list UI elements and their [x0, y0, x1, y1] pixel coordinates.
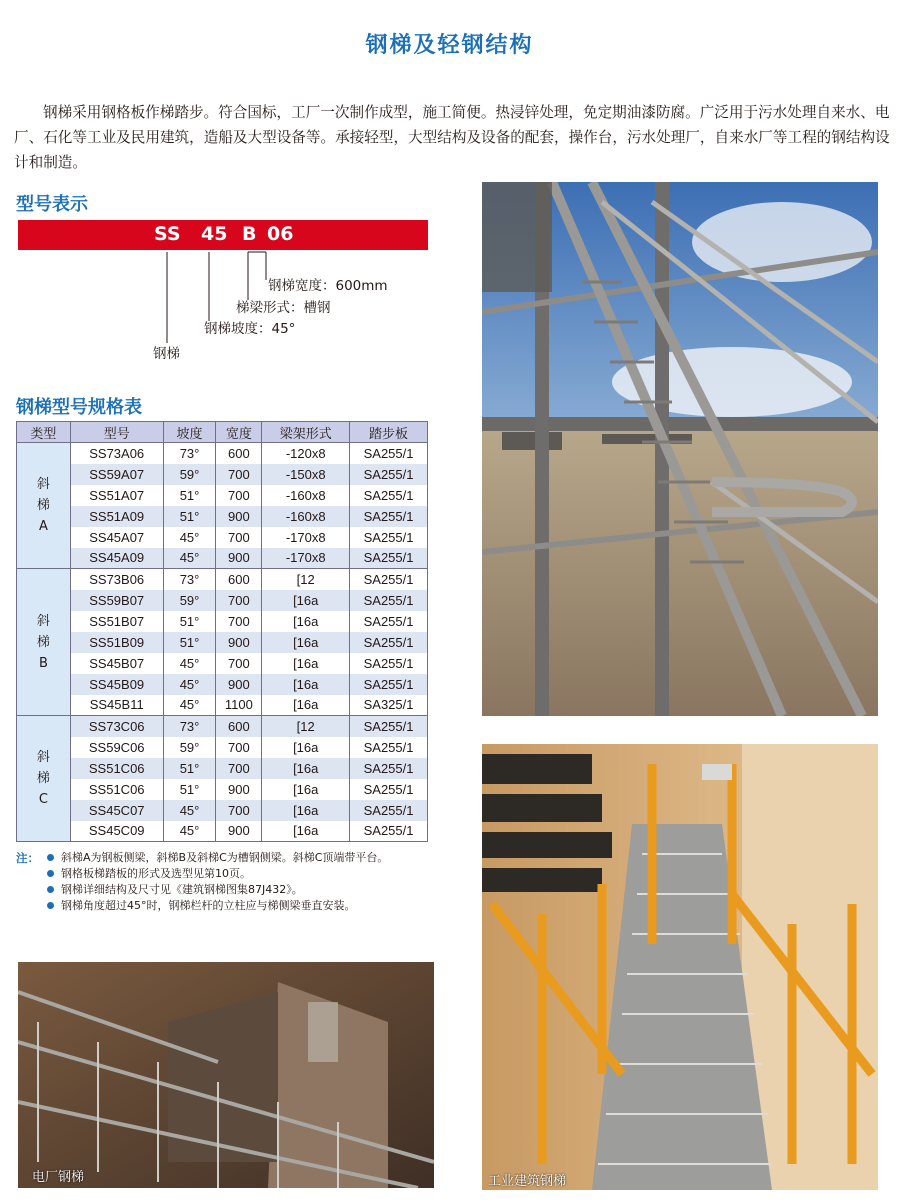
table-cell: [16a	[262, 800, 350, 821]
spec-table-header-row	[17, 422, 428, 443]
table-row	[17, 779, 428, 800]
table-cell: SA325/1	[350, 695, 428, 716]
code-label-slope: 钢梯坡度：45°	[204, 321, 296, 337]
table-cell: 900	[216, 506, 262, 527]
table-cell: 600	[216, 443, 262, 464]
type-char: 梯	[36, 634, 50, 650]
table-cell: SA255/1	[350, 548, 428, 569]
table-cell: 51°	[163, 779, 216, 800]
table-cell: 700	[216, 485, 262, 506]
table-cell: SA255/1	[350, 821, 428, 842]
table-cell: 45°	[163, 527, 216, 548]
code-label-width: 钢梯宽度：600mm	[268, 278, 388, 294]
table-cell: SA255/1	[350, 716, 428, 737]
bullet-icon	[47, 870, 54, 877]
type-cell	[17, 716, 71, 842]
table-cell: 700	[216, 800, 262, 821]
note-item: 钢格板梯踏板的形式及选型见第10页。	[47, 866, 446, 882]
table-cell: 51°	[163, 758, 216, 779]
type-char: B	[38, 655, 48, 671]
table-cell: 73°	[163, 569, 216, 590]
table-cell: SA255/1	[350, 611, 428, 632]
table-cell: 45°	[163, 800, 216, 821]
industrial-building-stair-photo	[482, 744, 878, 1190]
table-cell: SA255/1	[350, 779, 428, 800]
table-cell: SS45B07	[70, 653, 163, 674]
table-cell: SA255/1	[350, 632, 428, 653]
table-cell: SA255/1	[350, 443, 428, 464]
table-cell: SS51A07	[70, 485, 163, 506]
table-cell: SS73C06	[70, 716, 163, 737]
table-row	[17, 569, 428, 590]
type-char: 梯	[36, 498, 50, 513]
table-cell: 900	[216, 632, 262, 653]
table-cell: 45°	[163, 548, 216, 569]
table-row	[17, 548, 428, 569]
header-model: 型号	[70, 422, 163, 443]
table-row	[17, 800, 428, 821]
table-cell: 700	[216, 590, 262, 611]
table-cell: 45°	[163, 695, 216, 716]
bullet-icon	[47, 902, 54, 909]
table-cell: 59°	[163, 464, 216, 485]
table-cell: 59°	[163, 590, 216, 611]
table-cell: -120x8	[262, 443, 350, 464]
table-cell: SS59B07	[70, 590, 163, 611]
table-row	[17, 506, 428, 527]
type-char: 梯	[36, 771, 50, 786]
code-part-slope: 45	[201, 223, 228, 245]
header-width: 宽度	[216, 422, 262, 443]
table-cell: 900	[216, 821, 262, 842]
note-item: 斜梯A为钢板侧梁，斜梯B及斜梯C为槽钢侧梁。斜梯C顶端带平台。	[47, 850, 446, 866]
model-code-heading: 型号表示	[16, 194, 88, 215]
type-char: C	[38, 792, 48, 807]
table-cell: SS73A06	[70, 443, 163, 464]
bullet-icon	[47, 886, 54, 893]
table-cell: -160x8	[262, 485, 350, 506]
table-cell: 45°	[163, 653, 216, 674]
table-cell: SS45C07	[70, 800, 163, 821]
notes-label: 注：	[16, 851, 39, 865]
table-cell: [16a	[262, 653, 350, 674]
table-cell: -170x8	[262, 548, 350, 569]
table-cell: [16a	[262, 758, 350, 779]
table-cell: -160x8	[262, 506, 350, 527]
table-cell: SS45A09	[70, 548, 163, 569]
table-cell: 700	[216, 527, 262, 548]
header-tread: 踏步板	[350, 422, 428, 443]
table-cell: 600	[216, 569, 262, 590]
table-cell: [16a	[262, 674, 350, 695]
table-cell: SA255/1	[350, 800, 428, 821]
table-cell: SA255/1	[350, 569, 428, 590]
table-cell: 900	[216, 779, 262, 800]
spec-table-heading: 钢梯型号规格表	[16, 397, 142, 418]
table-cell: 73°	[163, 716, 216, 737]
table-cell: SS51B07	[70, 611, 163, 632]
table-cell: 59°	[163, 737, 216, 758]
table-cell: [16a	[262, 695, 350, 716]
table-cell: SA255/1	[350, 653, 428, 674]
table-cell: 700	[216, 653, 262, 674]
table-cell: SA255/1	[350, 485, 428, 506]
table-row	[17, 716, 428, 737]
header-beam: 梁架形式	[262, 422, 350, 443]
table-cell: SA255/1	[350, 527, 428, 548]
photo-caption-industrial: 工业建筑钢梯	[488, 1174, 567, 1189]
type-char: A	[38, 519, 48, 534]
type-char: 斜	[36, 750, 50, 765]
table-row	[17, 464, 428, 485]
table-cell: SS45B09	[70, 674, 163, 695]
table-cell: SS73B06	[70, 569, 163, 590]
table-cell: 51°	[163, 485, 216, 506]
table-row	[17, 443, 428, 464]
table-cell: -170x8	[262, 527, 350, 548]
table-row	[17, 485, 428, 506]
table-cell: SS45C09	[70, 821, 163, 842]
table-cell: [16a	[262, 611, 350, 632]
table-cell: SS51A09	[70, 506, 163, 527]
table-cell: SS59A07	[70, 464, 163, 485]
spec-table-body	[17, 443, 428, 842]
type-char: 斜	[36, 477, 50, 492]
code-part-beam: B	[242, 223, 257, 245]
header-slope: 坡度	[163, 422, 216, 443]
table-cell: [16a	[262, 737, 350, 758]
table-cell: SS51B09	[70, 632, 163, 653]
page-title: 钢梯及轻钢结构	[365, 33, 534, 58]
table-cell: 900	[216, 548, 262, 569]
spec-table	[16, 421, 428, 842]
table-cell: [16a	[262, 632, 350, 653]
model-code-bar	[18, 220, 428, 250]
code-label-beam: 梯梁形式：槽钢	[236, 300, 331, 316]
table-cell: 600	[216, 716, 262, 737]
table-cell: SA255/1	[350, 758, 428, 779]
table-cell: SS59C06	[70, 737, 163, 758]
code-part-series: SS	[154, 223, 181, 245]
table-cell: -150x8	[262, 464, 350, 485]
table-cell: SS45B11	[70, 695, 163, 716]
type-char: 斜	[36, 613, 50, 629]
table-cell: SA255/1	[350, 590, 428, 611]
intro-paragraph: 钢梯采用钢格板作梯踏步。符合国标，工厂一次制作成型，施工简便。热浸锌处理，免定期油漆防腐。广泛用于污水处理自来水、电厂、石化等工业及民用建筑，造船及大型设备等。承接轻型，大型结构及设备的配套，操作台，污水处理厂，自来水厂等工程的钢结构设计和制造。	[14, 104, 890, 171]
table-row	[17, 737, 428, 758]
table-cell: [16a	[262, 590, 350, 611]
table-cell: [16a	[262, 779, 350, 800]
table-cell: 700	[216, 611, 262, 632]
table-cell: 900	[216, 674, 262, 695]
table-cell: 700	[216, 758, 262, 779]
table-cell: 51°	[163, 506, 216, 527]
notes	[16, 850, 446, 914]
table-row	[17, 821, 428, 842]
table-cell: [16a	[262, 821, 350, 842]
table-cell: [12	[262, 569, 350, 590]
outdoor-steel-stair-photo	[482, 182, 878, 716]
table-row	[17, 632, 428, 653]
table-cell: SS51C06	[70, 758, 163, 779]
table-row	[17, 653, 428, 674]
table-cell: SS45A07	[70, 527, 163, 548]
table-cell: 51°	[163, 611, 216, 632]
table-cell: 51°	[163, 632, 216, 653]
table-row	[17, 695, 428, 716]
code-part-width: 06	[267, 223, 294, 245]
table-cell: SA255/1	[350, 737, 428, 758]
note-item: 钢梯角度超过45°时，钢梯栏杆的立柱应与梯侧梁垂直安装。	[47, 898, 446, 914]
table-cell: SA255/1	[350, 506, 428, 527]
note-item: 钢梯详细结构及尺寸见《建筑钢梯图集87J432》。	[47, 882, 446, 898]
table-cell: 1100	[216, 695, 262, 716]
table-cell: SA255/1	[350, 674, 428, 695]
type-cell	[17, 443, 71, 569]
code-label-ladder: 钢梯	[153, 346, 180, 362]
header-type: 类型	[17, 422, 71, 443]
table-row	[17, 590, 428, 611]
table-cell: SA255/1	[350, 464, 428, 485]
power-plant-stair-photo	[18, 962, 434, 1188]
type-cell	[17, 569, 71, 716]
table-cell: [12	[262, 716, 350, 737]
model-code-leader-lines	[0, 248, 440, 358]
table-cell: SS51C06	[70, 779, 163, 800]
table-cell: 73°	[163, 443, 216, 464]
table-row	[17, 611, 428, 632]
table-row	[17, 758, 428, 779]
table-cell: 700	[216, 737, 262, 758]
bullet-icon	[47, 854, 54, 861]
photo-caption-power-plant: 电厂钢梯	[32, 1170, 85, 1185]
table-row	[17, 527, 428, 548]
table-cell: 45°	[163, 674, 216, 695]
table-cell: 700	[216, 464, 262, 485]
table-cell: 45°	[163, 821, 216, 842]
table-row	[17, 674, 428, 695]
